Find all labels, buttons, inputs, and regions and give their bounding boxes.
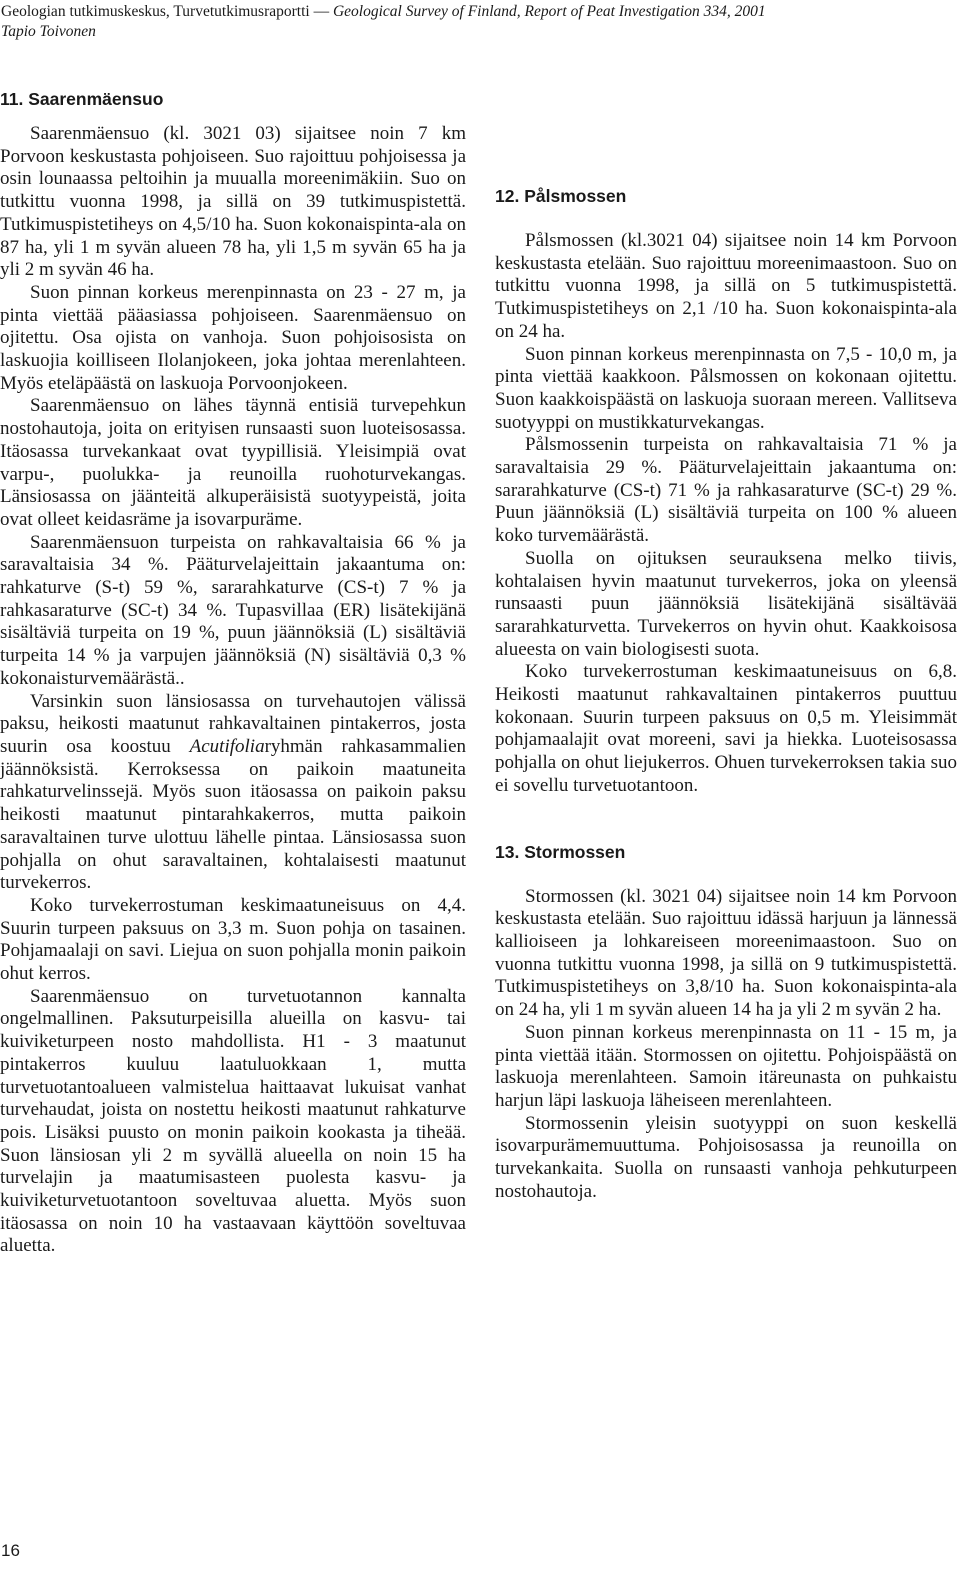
paragraph-text: ryhmän rahkasammalien jäännöksistä. Kerroksessa on paikoin maatuneita rahkaturvelinssejä. Myös suon itäosassa on paikoin paksu heikosti maatunut pintarahkakerros, mutta paikoin saravaltainen turve ulottuu lähelle pintaa. Länsiosassa suon pohjalla on ohut saravaltainen, kohtalaisesti maatunut turvekerros. — [0, 735, 466, 894]
taxon-name: Acutifolia — [189, 735, 265, 757]
paragraph: Saarenmäensuo (kl. 3021 03) sijaitsee noin 7 km Porvoon keskustasta pohjoiseen. Suo rajoittuu pohjoisessa ja osin lounaassa peltoihin ja muualla moreenimäkiin. Suo on tutkittu vuonna 1998, ja sillä on 39 tutkimuspistettä. Tutkimuspistetiheys on 4,5/10 ha. Suon kokonaispinta-ala on 87 ha, yli 1 m syvän alueen 78 ha, yli 1,5 m syvän 65 ha ja yli 2 m syvän 46 ha. — [0, 123, 466, 281]
paragraph: Suon pinnan korkeus merenpinnasta on 23 - 27 m, ja pinta viettää pääasiassa pohjoiseen. Saarenmäensuo on ojitettu. Osa ojista on vanhoja. Suon pohjoisosista on laskuojia koilliseen Ilolanjokeen, joka johtaa merenlahteen. Myös eteläpäästä on laskuoja Porvoonjokeen. — [0, 281, 466, 394]
paragraph: Saarenmäensuon turpeista on rahkavaltaisia 66 % ja saravaltaisia 34 %. Pääturvelajeittain jakaantuma on: rahkaturve (S-t) 59 %, sararahkaturve (CS-t) 7 % ja rahkasaraturve (SC-t) 34 %. Tupasvillaa (ER) lisätekijänä sisältäviä turpeita on 19 %, puun jäännöksiä (L) sisältäviä turpeita 14 % ja varpujen jäännöksiä (N) sisältäviä 0,3 % kokonaisturvemäärästä.. — [0, 531, 466, 689]
paragraph: Suon pinnan korkeus merenpinnasta on 7,5 - 10,0 m, ja pinta viettää kaakkoon. Pålsmossen on kokonaan ojitettu. Suon kaakkoispäästä on laskuoja suoraan mereen. Vallitseva suotyyppi on mustikkaturvekangas. — [495, 343, 957, 433]
paragraph: Koko turvekerrostuman keskimaatuneisuus on 6,8. Heikosti maatunut rahkavaltainen pintakerros puuttuu kokonaan. Suurin turpeen paksuus on 0,5 m. Yleisimmät pohjamaalajit ovat moreeni, savi ja hiekka. Luoteisosassa pohjalla on ohut liejukerros. Ohuen turvekerroksen takia suo ei sovellu turvetuotantoon. — [495, 661, 957, 796]
header-series-english: Geological Survey of Finland, Report of Peat Investigation 334, 2001 — [332, 3, 766, 20]
header-author: Tapio Toivonen — [1, 23, 96, 40]
paragraph: Saarenmäensuo on lähes täynnä entisiä turvepehkun nostohautoja, joita on erityisen runsaasti suon luoteisosassa. Itäosassa turvekankaat ovat tyypillisiä. Yleisimpiä ovat varpu-, puolukka- ja reunoilla ruohoturvekangas. Länsiosassa on jäänteitä alkuperäisistä suotyypeistä, joita ovat olleet keidasräme ja isovarpuräme. — [0, 395, 466, 530]
running-header — [1, 2, 951, 42]
right-column — [495, 90, 957, 1203]
page-number: 16 — [1, 1541, 20, 1560]
section-title-palsmossen: 12. Pålsmossen — [495, 186, 627, 206]
section-title-saarenmaensuo: 11. Saarenmäensuo — [0, 89, 164, 109]
paragraph: Koko turvekerrostuman keskimaatuneisuus on 4,4. Suurin turpeen paksuus on 3,3 m. Suon pohja on tasainen. Pohjamaalaji on savi. Liejua on suon pohjalla monin paikoin ohut kerros. — [0, 894, 466, 985]
left-column — [0, 88, 466, 1258]
header-series-line — [1, 2, 951, 22]
paragraph: Suon pinnan korkeus merenpinnasta on 11 - 15 m, ja pinta viettää itään. Stormossen on ojitettu. Pohjoispäästä on laskuoja merenlahteen. Samoin itäreunasta on puhkaistu harjun läpi laskuoja läheiseen merenlahteen. — [495, 1021, 957, 1111]
paragraph: Suolla on ojituksen seurauksena melko tiivis, kohtalaisen hyvin maatunut turvekerros, joka on yleensä runsaasti puun jäännöksiä lisätekijänä sisältävää sararahkaturvetta. Turvekerros on hyvin ohut. Kaakkoisosa alueesta on vain biologisesti suota. — [495, 547, 957, 660]
paragraph: Pålsmossen (kl.3021 04) sijaitsee noin 14 km Porvoon keskustasta etelään. Suo rajoittuu moreenimaastoon. Suo on tutkittu vuonna 1998, ja sillä on 5 tutkimuspistettä. Tutkimuspistetiheys on 2,1 /10 ha. Suon kokonaispinta-ala on 24 ha. — [495, 230, 957, 342]
paragraph: Saarenmäensuo on turvetuotannon kannalta ongelmallinen. Paksuturpeisilla alueilla on kasvu- tai kuiviketurpeen nosto mahdollista. H1 - 3 maatunut pintakerros kuuluu laatuluokkaan 1, mutta turvetuotantoalueen valmistelua haittaavat lukuisat vanhat turvehaudat, joista on nostettu heikosti maatunut rahkaturve pois. Lisäksi puusto on monin paikoin kookasta ja tiheää. Suon länsiosan yli 2 m syvällä alueella on noin 15 ha turvelajin ja maatumisasteen puolesta kasvu- ja kuiviketurvetuotantoon soveltuvaa aluetta. Myös suon itäosassa on noin 10 ha vastaavaan käyttöön soveltuvaa aluetta. — [0, 985, 466, 1257]
header-series-finnish: Geologian tutkimuskeskus, Turvetutkimusraportti — — [1, 3, 333, 20]
paragraph: Pålsmossenin turpeista on rahkavaltaisia 71 % ja saravaltaisia 29 %. Pääturvelajeittain jakaantuma on: sararahkaturve (CS-t) 71 % ja rahkasaraturve (SC-t) 29 %. Puun jäännöksiä (L) sisältäviä turpeita on 100 % alueen koko turvemäärästä. — [495, 434, 957, 547]
paragraph: Stormossen (kl. 3021 04) sijaitsee noin 14 km Porvoon keskustasta etelään. Suo rajoittuu idässä harjuun ja lännessä kallioiseen ja lohkareiseen moreenimaastoon. Suo on vuonna tutkittu vuonna 1998, ja sillä on 9 tutkimuspistettä. Tutkimuspistetiheys on 3,8/10 ha. Suon kokonaispinta-ala on 24 ha, yli 1 m syvän alueen 14 ha ja yli 2 m syvän 2 ha. — [495, 885, 957, 1021]
paragraph — [0, 691, 466, 895]
paragraph-text: Varsinkin suon länsiosassa on turvehautojen välissä paksu, heikosti maatunut rahkavaltainen pintakerros, josta suurin osa koostuu — [0, 690, 466, 757]
section-title-stormossen: 13. Stormossen — [495, 841, 626, 862]
paragraph: Stormossenin yleisin suotyyppi on suon keskellä isovarpurämemuuttuma. Pohjoisosassa ja reunoilla on turvekankaita. Suolla on runsaasti vanhoja pehkuturpeen nostohautoja. — [495, 1112, 957, 1202]
